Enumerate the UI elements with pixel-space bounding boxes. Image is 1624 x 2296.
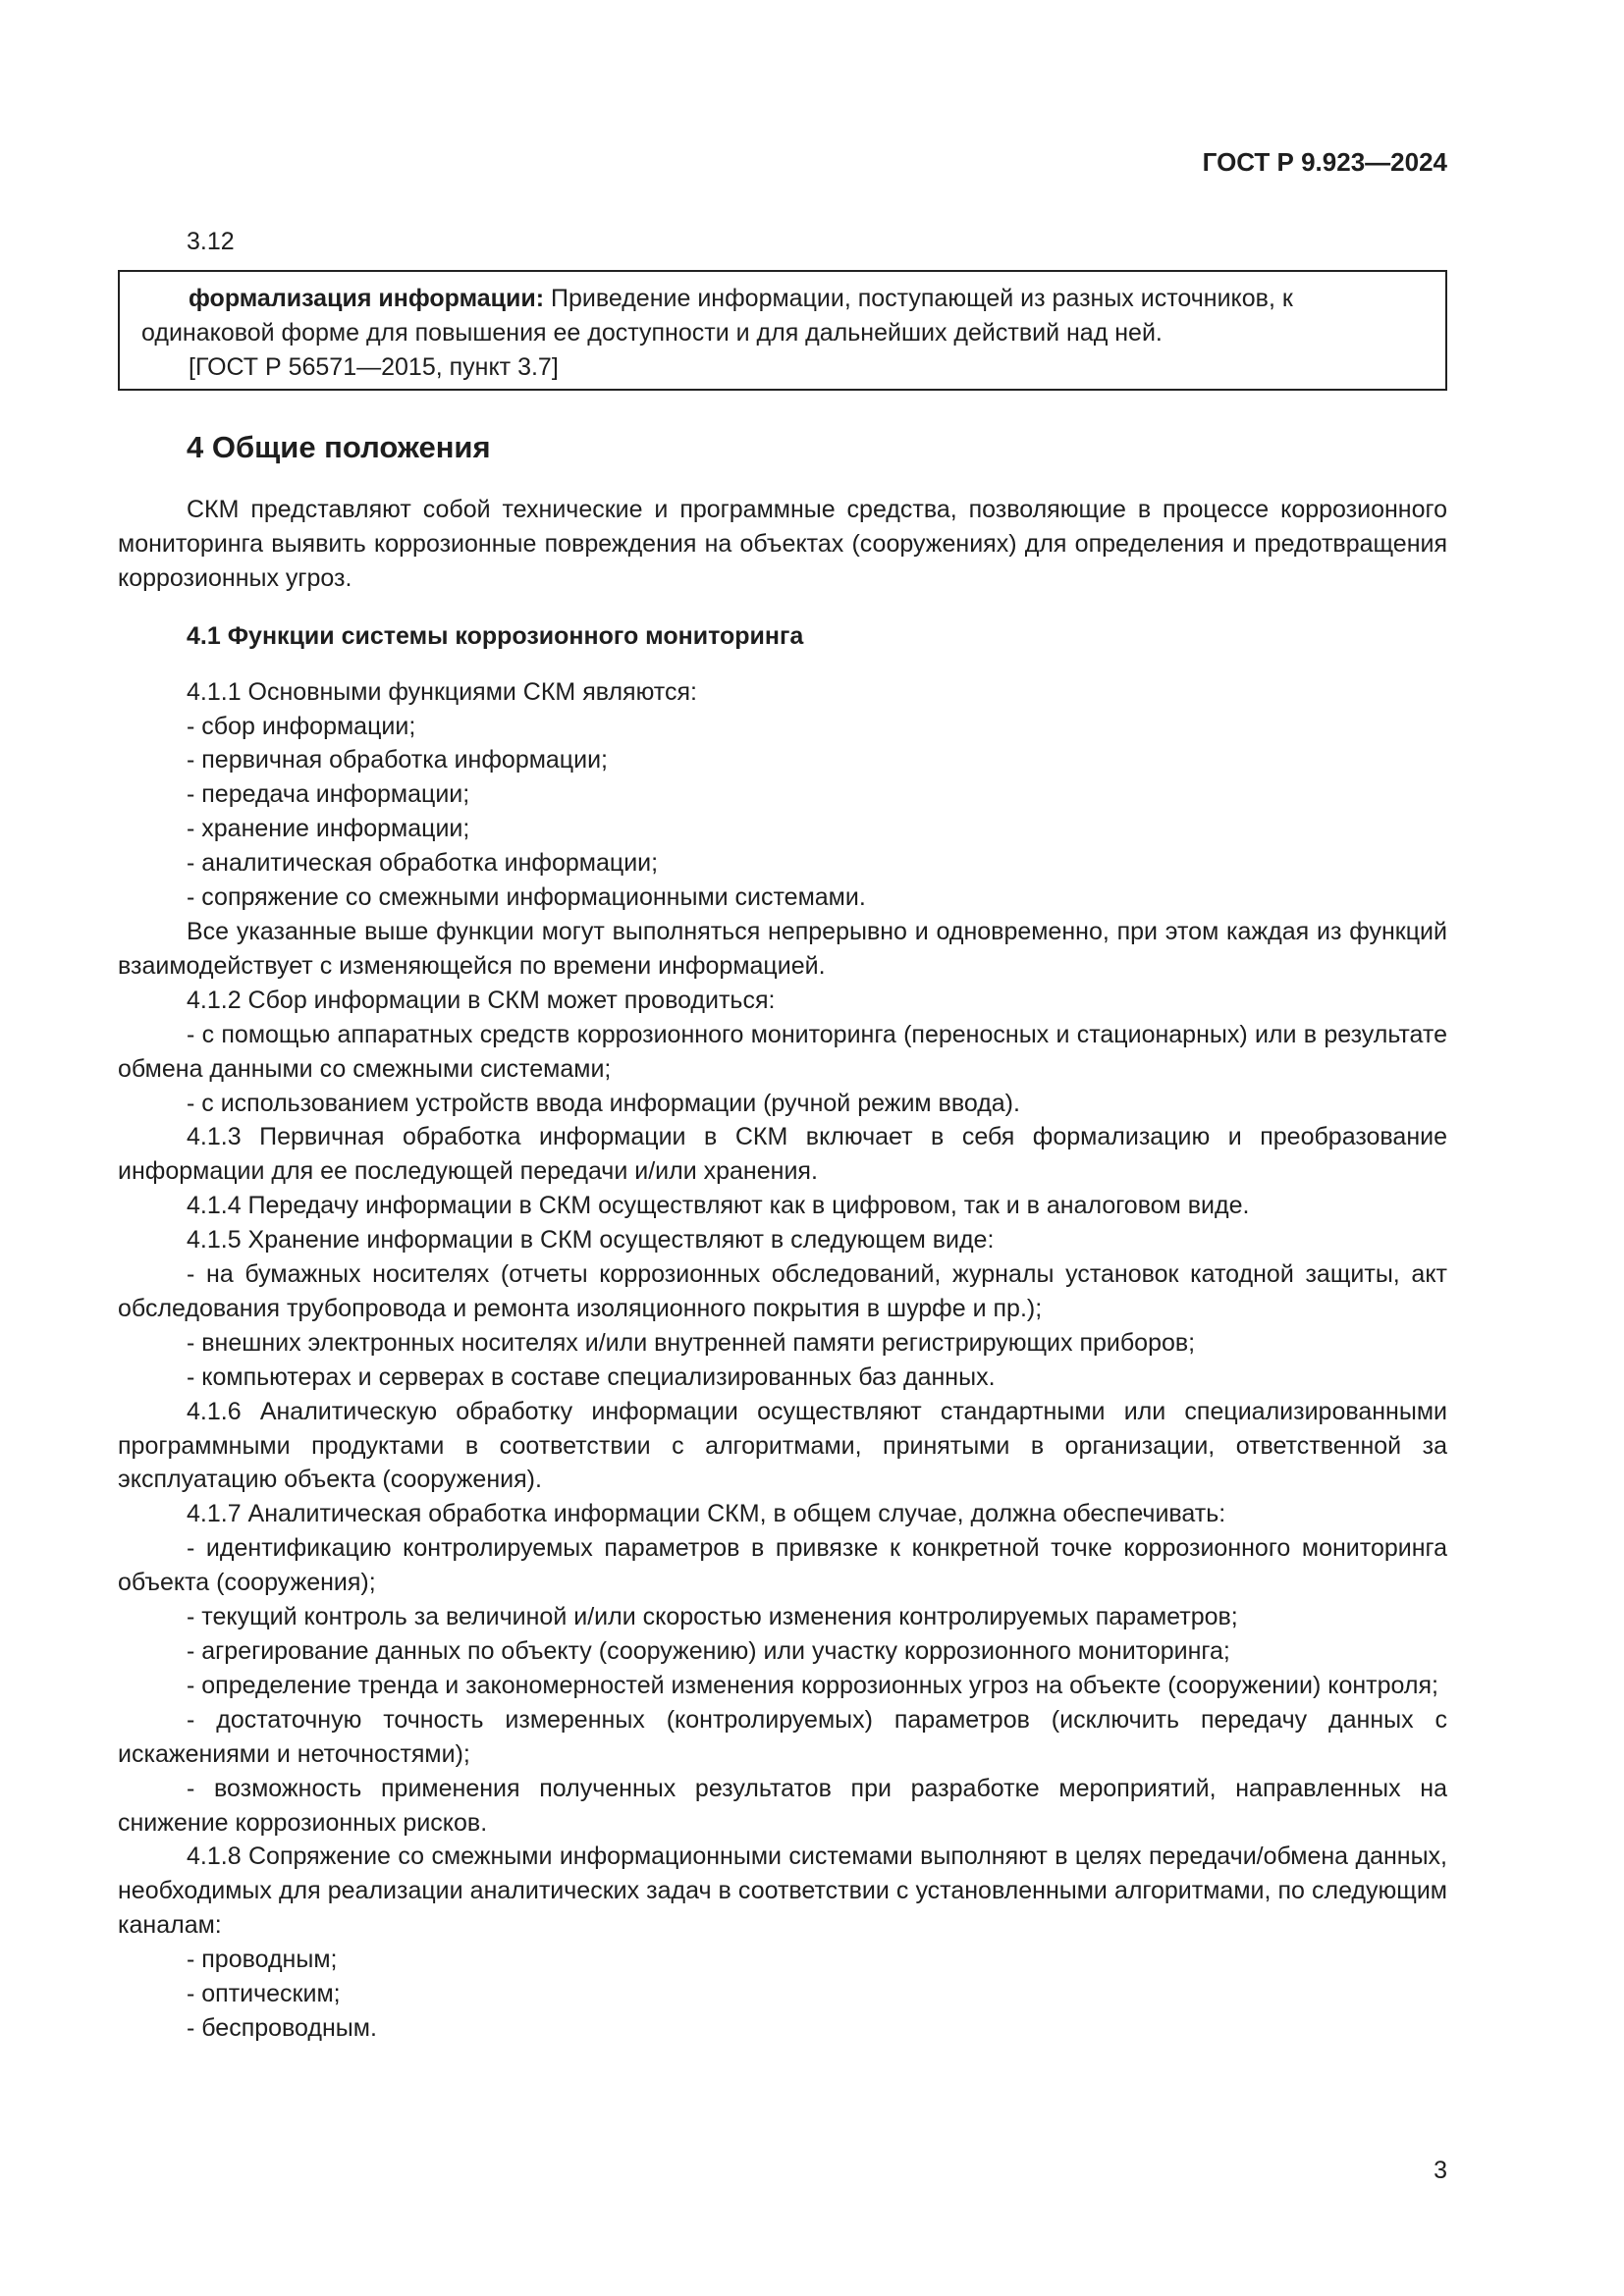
list-item: - беспроводным. xyxy=(187,2013,377,2042)
list-item: - сбор информации; xyxy=(187,712,416,740)
subsection-title: 4.1 Функции системы коррозионного мониторинга xyxy=(187,621,804,650)
list-item: - компьютерах и серверах в составе специализированных баз данных. xyxy=(187,1362,996,1391)
term-definition-line2: одинаковой форме для повышения ее доступности и для дальнейших действий над ней. xyxy=(141,319,1163,347)
paragraph: 4.1.2 Сбор информации в СКМ может проводиться: xyxy=(187,986,776,1014)
paragraph: Все указанные выше функции могут выполняться непрерывно и одновременно, при этом каждая из функций взаимодействует с изменяющейся по времени информацией. xyxy=(118,917,1447,980)
document-id: ГОСТ Р 9.923—2024 xyxy=(1202,147,1447,177)
list-item: - достаточную точность измеренных (контролируемых) параметров (исключить передачу данных с искажениями и неточностями); xyxy=(118,1705,1447,1768)
list-item: - на бумажных носителях (отчеты коррозионных обследований, журналы установок катодной защиты, акт обследования трубопровода и ремонта изоляционного покрытия в шурфе и пр.); xyxy=(118,1260,1447,1322)
list-item: - сопряжение со смежными информационными системами. xyxy=(187,883,866,912)
paragraph: 4.1.8 Сопряжение со смежными информационными системами выполняют в целях передачи/обмена данных, необходимых для реализации аналитических задач в соответствии с установленными алгоритмами, по следующим каналам: xyxy=(118,1842,1447,1940)
paragraph: 4.1.6 Аналитическую обработку информации осуществляют стандартными или специализированными программными продуктами в соответствии с алгоритмами, принятыми в организации, ответственной за эксплуатацию объекта (сооружения). xyxy=(118,1397,1447,1494)
list-item: - хранение информации; xyxy=(187,815,470,843)
list-item: - возможность применения полученных результатов при разработке мероприятий, направленных на снижение коррозионных рисков. xyxy=(118,1774,1447,1837)
section-intro: СКМ представляют собой технические и программные средства, позволяющие в процессе коррозионного мониторинга выявить коррозионные повреждения на объектах (сооружениях) для определения и предотвращения коррозионных угроз. xyxy=(118,496,1447,592)
list-item: - текущий контроль за величиной и/или скоростью изменения контролируемых параметров; xyxy=(187,1603,1238,1631)
section-title: 4 Общие положения xyxy=(187,430,491,464)
paragraph: 4.1.5 Хранение информации в СКМ осуществляют в следующем виде: xyxy=(187,1226,995,1255)
list-item: - с помощью аппаратных средств коррозионного мониторинга (переносных и стационарных) или в результате обмена данными со смежными системами; xyxy=(118,1020,1447,1083)
paragraph: 4.1.1 Основными функциями СКМ являются: xyxy=(187,677,697,706)
term-definition-box xyxy=(118,270,1447,391)
paragraph: 4.1.4 Передачу информации в СКМ осуществляют как в цифровом, так и в аналоговом виде. xyxy=(187,1192,1250,1220)
paragraph-list xyxy=(118,675,1447,2046)
list-item: - агрегирование данных по объекту (сооружению) или участку коррозионного мониторинга; xyxy=(187,1637,1230,1665)
list-item: - определение тренда и закономерностей изменения коррозионных угроз на объекте (сооружении) контроля; xyxy=(187,1671,1438,1699)
term-number: 3.12 xyxy=(187,228,235,255)
list-item: - идентификацию контролируемых параметров в привязке к конкретной точке коррозионного мониторинга объекта (сооружения); xyxy=(118,1534,1447,1597)
term-reference: [ГОСТ Р 56571—2015, пункт 3.7] xyxy=(189,353,559,381)
list-item: - оптическим; xyxy=(187,1980,341,2008)
list-item: - с использованием устройств ввода информации (ручной режим ввода). xyxy=(187,1089,1020,1117)
paragraph: 4.1.3 Первичная обработка информации в СКМ включает в себя формализацию и преобразование информации для ее последующей передачи и/или хранения. xyxy=(118,1123,1447,1186)
page-number: 3 xyxy=(1434,2157,1447,2184)
list-item: - проводным; xyxy=(187,1946,338,1974)
list-item: - первичная обработка информации; xyxy=(187,746,609,774)
term-name: формализация информации: xyxy=(189,285,545,312)
list-item: - внешних электронных носителях и/или внутренней памяти регистрирующих приборов; xyxy=(187,1328,1196,1357)
section-body xyxy=(118,493,1447,2046)
paragraph: 4.1.7 Аналитическая обработка информации СКМ, в общем случае, должна обеспечивать: xyxy=(187,1500,1226,1528)
term-definition-line1: Приведение информации, поступающей из разных источников, к xyxy=(544,285,1293,312)
list-item: - аналитическая обработка информации; xyxy=(187,849,659,878)
list-item: - передача информации; xyxy=(187,780,470,809)
